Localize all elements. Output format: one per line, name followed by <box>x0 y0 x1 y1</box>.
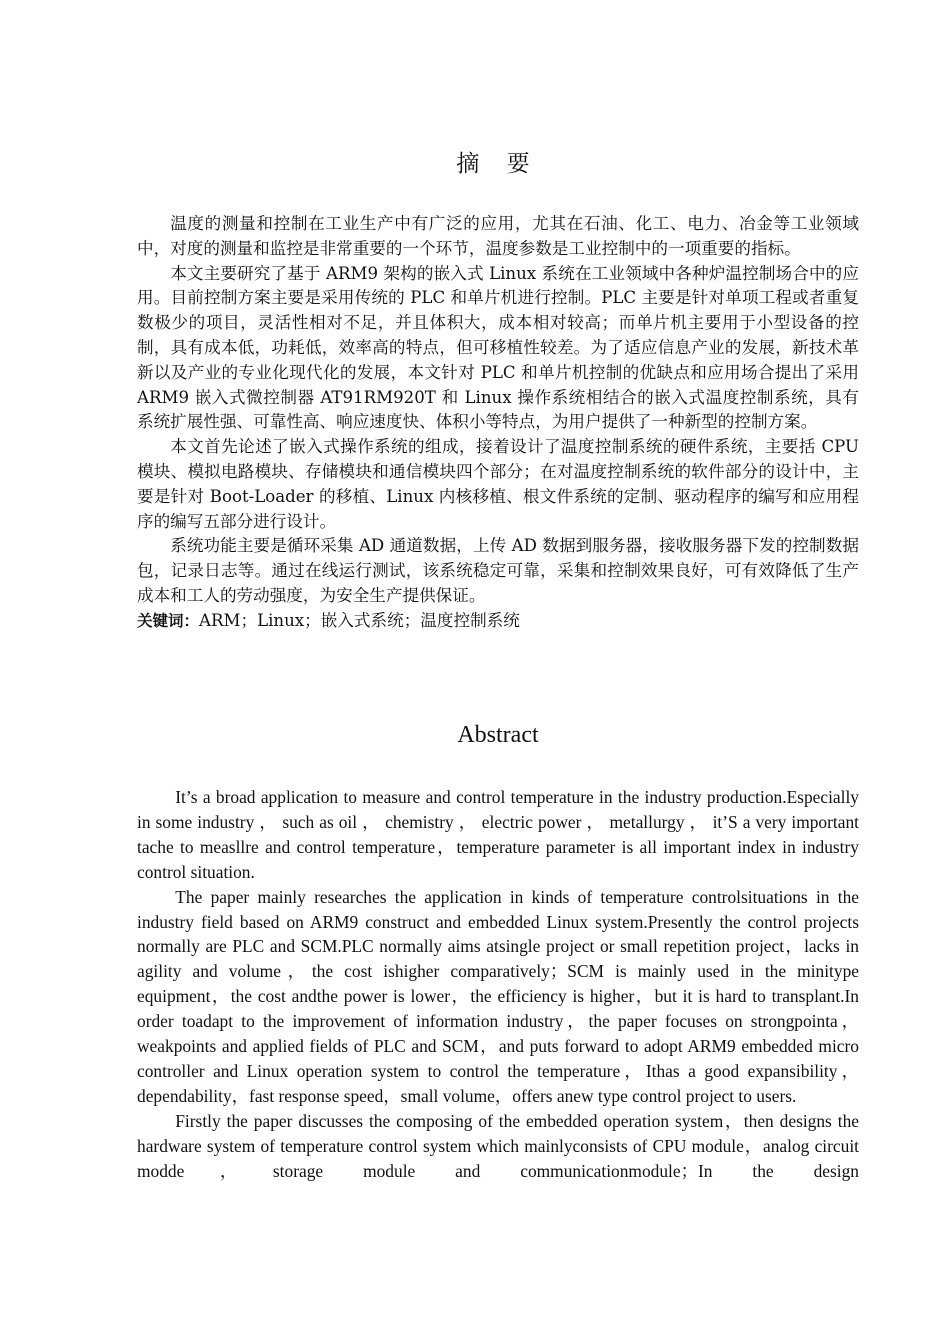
abstract-en-paragraph-1: It’s a broad application to measure and control temperature in the industry production.Especially in some industry ， such as oil ， chemistry ， electric power ， metallurgy ， it’S a very important tache to measllre and control temperature，temperature parameter is all important index in industry control situation. <box>137 787 859 882</box>
abstract-cn-title: 摘 要 <box>456 151 540 177</box>
abstract-cn-body <box>137 212 859 634</box>
abstract-en-title: Abstract <box>457 722 539 748</box>
abstract-cn-paragraph-2: 本文主要研究了基于 ARM9 架构的嵌入式 Linux 系统在工业领域中各种炉温控制场合中的应用。目前控制方案主要是采用传统的 PLC 和单片机进行控制。PLC 主要是针对单项工程或者重复数极少的项目，灵活性相对不足，并且体积大，成本相对较高；而单片机主要用于小型设备的控制，具有成本低，功耗低，效率高的特点，但可移植性较差。为了适应信息产业的发展，新技术革新以及产业的专业化现代化的发展，本文针对 PLC 和单片机控制的优缺点和应用场合提出了采用 ARM9 嵌入式微控制器 AT91RM920T 和 Linux 操作系统相结合的嵌入式温度控制系统，具有系统扩展性强、可靠性高、响应速度快、体积小等特点，为用户提供了一种新型的控制方案。 <box>137 263 859 432</box>
abstract-en-body <box>137 785 859 1184</box>
keywords-line <box>137 609 859 634</box>
abstract-en-paragraph-2: The paper mainly researches the application in kinds of temperature controlsituations in the industry field based on ARM9 construct and embedded Linux system.Presently the control projects normally are PLC and SCM.PLC normally aims atsingle project or small repetition project，lacks in agility and volume，the cost ishigher comparatively；SCM is mainly used in the minitype equipment，the cost andthe power is lower，the efficiency is higher，but it is hard to transplant.In order toadapt to the improvement of information industry，the paper focuses on strongpointa，weakpoints and applied fields of PLC and SCM，and puts forward to adopt ARM9 embedded micro controller and Linux operation system to control the temperature，Ithas a good expansibility，dependability，fast response speed，small volume，offers anew type control project to users. <box>137 886 859 1106</box>
abstract-cn-paragraph-1: 温度的测量和控制在工业生产中有广泛的应用，尤其在石油、化工、电力、冶金等工业领域中，对度的测量和监控是非常重要的一个环节，温度参数是工业控制中的一项重要的指标。 <box>137 214 859 258</box>
keywords-values: ARM；Linux；嵌入式系统；温度控制系统 <box>199 610 520 630</box>
abstract-cn-paragraph-4: 系统功能主要是循环采集 AD 通道数据，上传 AD 数据到服务器，接收服务器下发的控制数据包，记录日志等。通过在线运行测试，该系统稳定可靠，采集和控制效果良好，可有效降低了生产成本和工人的劳动强度，为安全生产提供保证。 <box>137 536 859 605</box>
keywords-label: 关键词： <box>137 611 200 630</box>
abstract-cn-paragraph-3: 本文首先论述了嵌入式操作系统的组成，接着设计了温度控制系统的硬件系统，主要括 CPU 模块、模拟电路模块、存储模块和通信模块四个部分；在对温度控制系统的软件部分的设计中，主要是针对 Boot-Loader 的移植、Linux 内核移植、根文件系统的定制、驱动程序的编写和应用程序的编写五部分进行设计。 <box>137 437 859 531</box>
abstract-en-paragraph-3: Firstly the paper discusses the composing of the embedded operation system，then designs the hardware system of temperature control system which mainlyconsists of CPU module，analog circuit modde，storage module and communicationmodule；In the design <box>137 1110 859 1181</box>
